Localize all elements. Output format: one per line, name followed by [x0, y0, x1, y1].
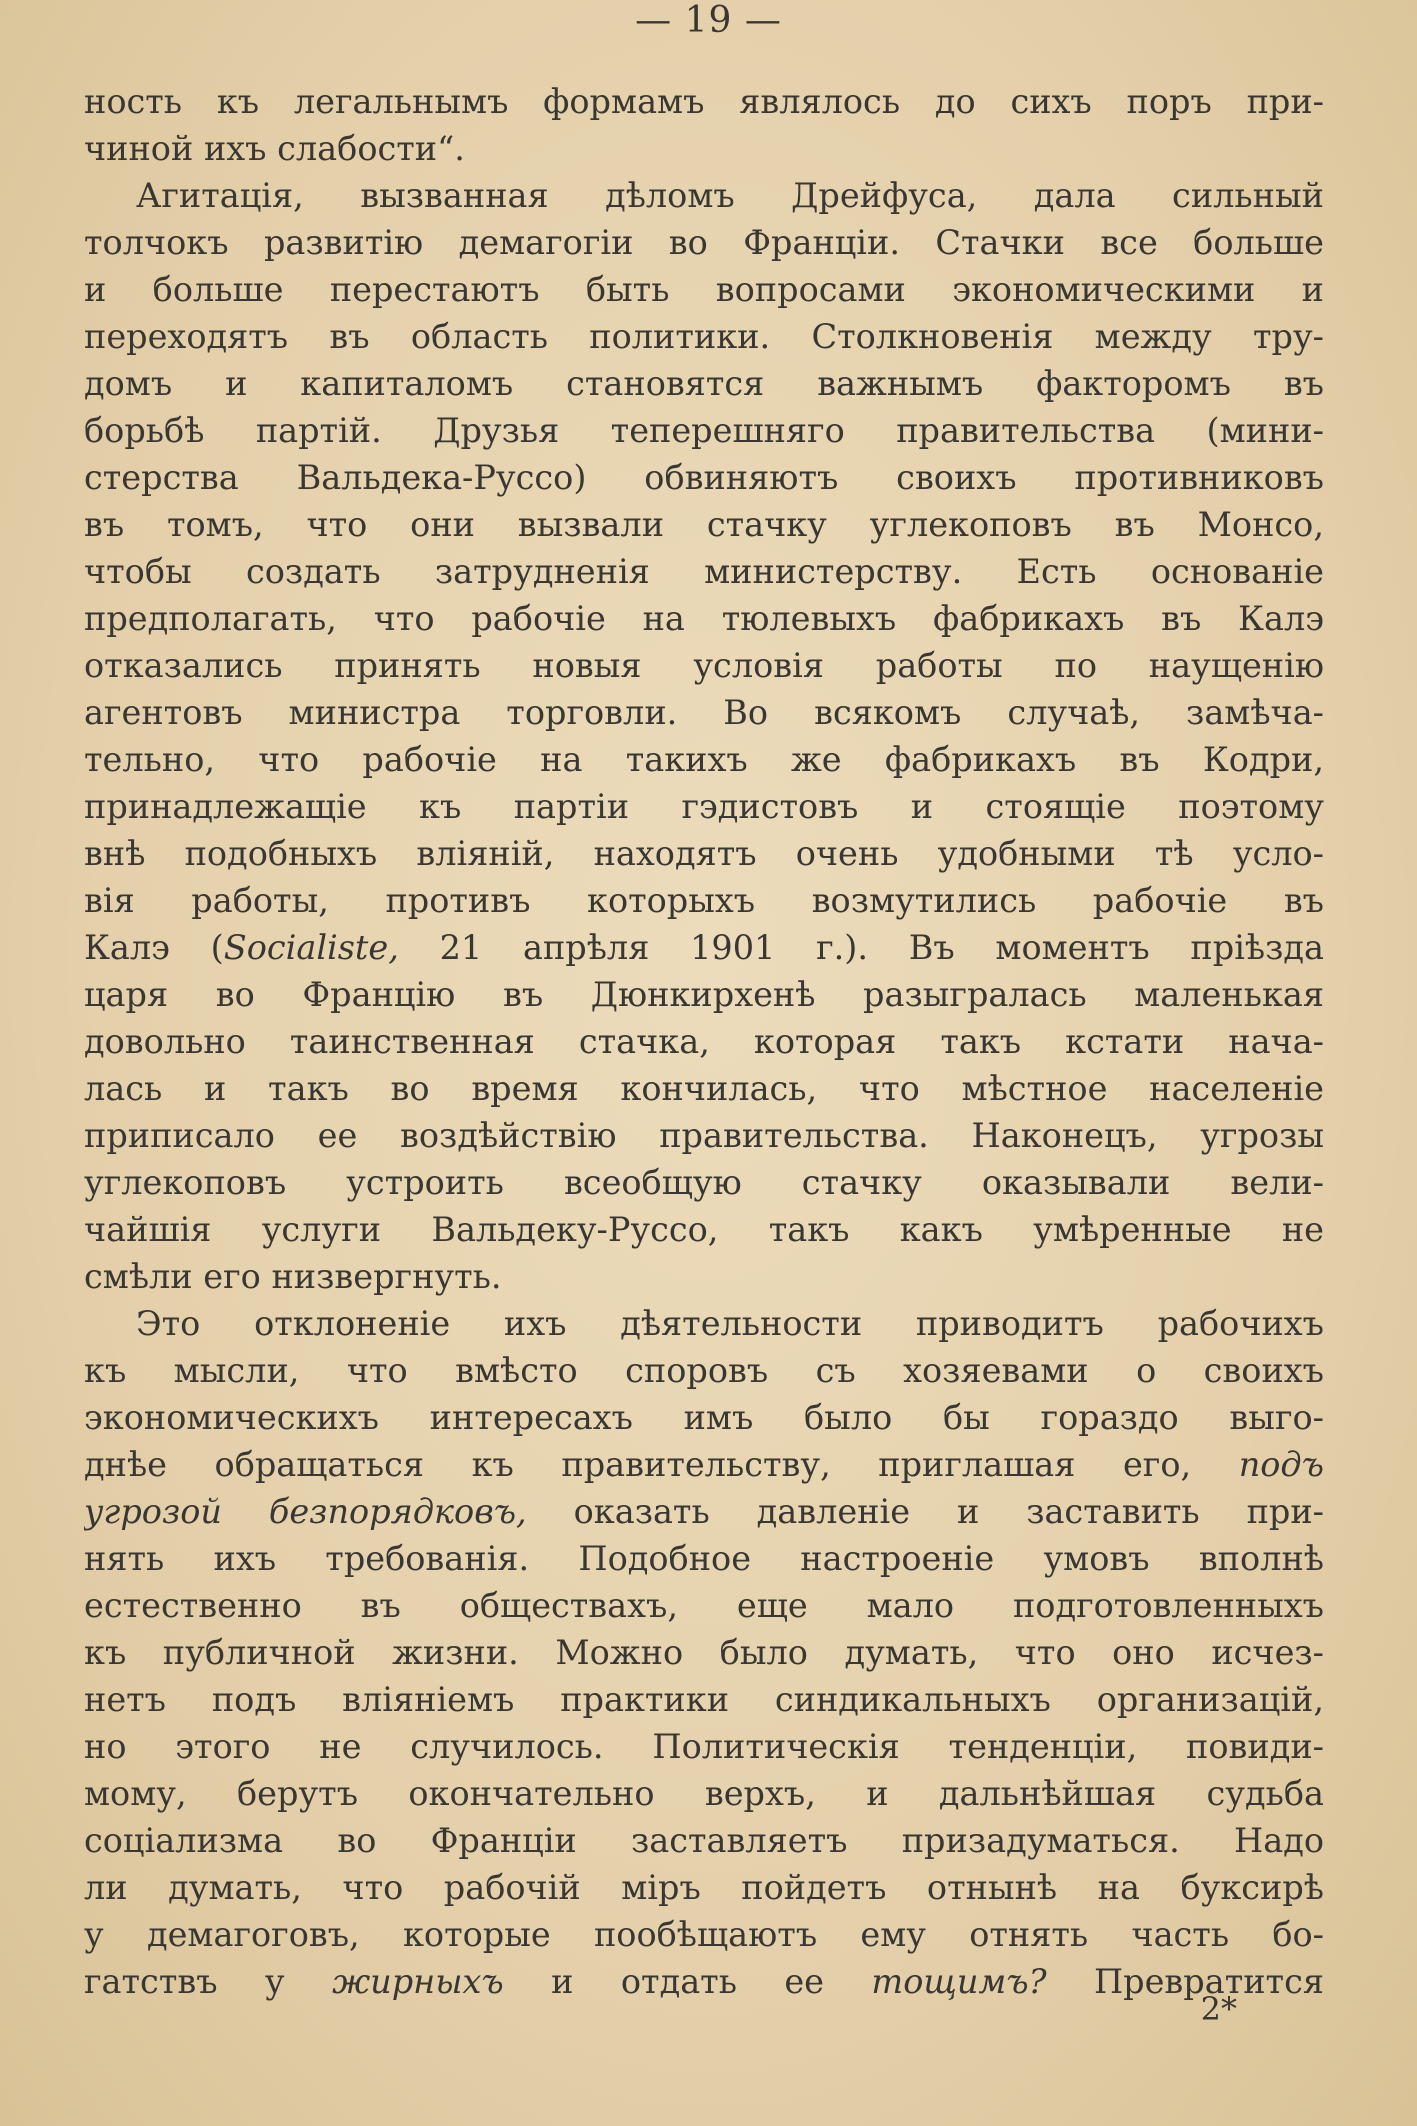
text-segment: 21 апрѣля 1901 г.). Въ моментъ пріѣзда: [398, 928, 1324, 967]
text-line: [84, 125, 1324, 172]
text-line: [84, 501, 1324, 548]
text-line: [84, 783, 1324, 830]
text-segment: внѣ подобныхъ вліяній, находятъ очень удобными тѣ усло-: [84, 834, 1324, 873]
text-line: [84, 1159, 1324, 1206]
text-segment: мому, берутъ окончательно верхъ, и дальнѣйшая судьба: [84, 1774, 1324, 1813]
text-line: [84, 78, 1324, 125]
text-segment: лась и такъ во время кончилась, что мѣстное населеніе: [84, 1069, 1324, 1108]
text-segment: ность къ легальнымъ формамъ являлось до сихъ поръ при-: [84, 82, 1324, 121]
text-segment: къ публичной жизни. Можно было думать, что оно исчез-: [84, 1633, 1324, 1672]
text-line: [84, 595, 1324, 642]
text-line: [84, 1629, 1324, 1676]
text-line: [84, 172, 1324, 219]
text-segment: толчокъ развитію демагогіи во Франціи. Стачки все больше: [84, 223, 1324, 262]
text-line: [84, 642, 1324, 689]
italic-text: угрозой безпорядковъ,: [84, 1492, 527, 1531]
text-segment: чтобы создать затрудненія министерству. Есть основаніе: [84, 552, 1324, 591]
text-line: [84, 1394, 1324, 1441]
text-line: [84, 1535, 1324, 1582]
text-line: [84, 1582, 1324, 1629]
text-segment: ли думать, что рабочій міръ пойдетъ отнынѣ на буксирѣ: [84, 1868, 1324, 1907]
page-number: — 19 —: [635, 0, 782, 41]
text-segment: отказались принять новыя условія работы по наущенію: [84, 646, 1324, 685]
text-line: [84, 1488, 1324, 1535]
text-segment: принадлежащіе къ партіи гэдистовъ и стоящіе поэтому: [84, 787, 1324, 826]
text-segment: у демагоговъ, которые пообѣщаютъ ему отнять часть бо-: [84, 1915, 1324, 1954]
text-line: [84, 1864, 1324, 1911]
text-line: [84, 1958, 1324, 2005]
text-line: [84, 1770, 1324, 1817]
text-line: [84, 266, 1324, 313]
text-segment: Калэ (: [84, 928, 224, 967]
text-segment: довольно таинственная стачка, которая такъ кстати нача-: [84, 1022, 1324, 1061]
text-segment: Это отклоненіе ихъ дѣятельности приводитъ рабочихъ: [136, 1304, 1324, 1343]
text-line: [84, 1911, 1324, 1958]
text-line: [84, 1347, 1324, 1394]
text-segment: гатствъ у: [84, 1962, 333, 2001]
text-line: [84, 1441, 1324, 1488]
text-line: [84, 1206, 1324, 1253]
text-line: [84, 407, 1324, 454]
text-line: [84, 1253, 1324, 1300]
text-line: [84, 313, 1324, 360]
text-segment: смѣли его низвергнуть.: [84, 1257, 502, 1296]
text-segment: и отдать ее: [503, 1962, 872, 2001]
italic-text: жирныхъ: [332, 1962, 504, 2001]
text-segment: переходятъ въ область политики. Столкновенія между тру-: [84, 317, 1324, 356]
text-line: [84, 360, 1324, 407]
text-line: [84, 924, 1324, 971]
italic-text: тощимъ?: [871, 1962, 1047, 2001]
text-line: [84, 219, 1324, 266]
signature-mark: 2*: [1200, 1990, 1237, 2028]
text-segment: агентовъ министра торговли. Во всякомъ случаѣ, замѣча-: [84, 693, 1324, 732]
text-segment: днѣе обращаться къ правительству, приглашая его,: [84, 1445, 1239, 1484]
text-segment: но этого не случилось. Политическія тенденціи, повиди-: [84, 1727, 1324, 1766]
text-line: [84, 830, 1324, 877]
text-segment: вія работы, противъ которыхъ возмутились рабочіе въ: [84, 881, 1324, 920]
text-segment: царя во Францію въ Дюнкирхенѣ разыгралась маленькая: [84, 975, 1324, 1014]
text-line: [84, 1112, 1324, 1159]
text-line: [84, 1018, 1324, 1065]
text-segment: Превратится: [1046, 1962, 1324, 2001]
text-segment: и больше перестаютъ быть вопросами экономическими и: [84, 270, 1324, 309]
text-line: [84, 1817, 1324, 1864]
body-text: [84, 78, 1324, 2005]
text-segment: оказать давленіе и заставить при-: [526, 1492, 1324, 1531]
text-segment: нетъ подъ вліяніемъ практики синдикальныхъ организацій,: [84, 1680, 1324, 1719]
text-segment: въ томъ, что они вызвали стачку углекоповъ въ Монсо,: [84, 505, 1324, 544]
text-line: [84, 454, 1324, 501]
text-line: [84, 548, 1324, 595]
text-line: [84, 736, 1324, 783]
italic-text: подъ: [1238, 1445, 1324, 1484]
text-segment: экономическихъ интересахъ имъ было бы гораздо выго-: [84, 1398, 1324, 1437]
text-segment: чайшія услуги Вальдеку-Руссо, такъ какъ умѣренные не: [84, 1210, 1324, 1249]
text-line: [84, 1300, 1324, 1347]
text-line: [84, 1065, 1324, 1112]
text-line: [84, 971, 1324, 1018]
italic-text: Socialiste,: [223, 928, 399, 967]
text-segment: тельно, что рабочіе на такихъ же фабрикахъ въ Кодри,: [84, 740, 1324, 779]
text-line: [84, 1723, 1324, 1770]
text-segment: соціализма во Франціи заставляетъ призадуматься. Надо: [84, 1821, 1324, 1860]
text-segment: чиной ихъ слабости“.: [84, 129, 465, 168]
text-segment: естественно въ обществахъ, еще мало подготовленныхъ: [84, 1586, 1324, 1625]
text-line: [84, 689, 1324, 736]
text-segment: предполагать, что рабочіе на тюлевыхъ фабрикахъ въ Калэ: [84, 599, 1324, 638]
text-line: [84, 877, 1324, 924]
text-line: [84, 1676, 1324, 1723]
text-segment: стерства Вальдека-Руссо) обвиняютъ своихъ противниковъ: [84, 458, 1324, 497]
text-segment: къ мысли, что вмѣсто споровъ съ хозяевами о своихъ: [84, 1351, 1324, 1390]
text-segment: нять ихъ требованія. Подобное настроеніе умовъ вполнѣ: [84, 1539, 1324, 1578]
text-segment: углекоповъ устроить всеобщую стачку оказывали вели-: [84, 1163, 1324, 1202]
text-segment: борьбѣ партій. Друзья теперешняго правительства (мини-: [84, 411, 1324, 450]
text-segment: домъ и капиталомъ становятся важнымъ факторомъ въ: [84, 364, 1324, 403]
text-segment: приписало ее воздѣйствію правительства. Наконецъ, угрозы: [84, 1116, 1324, 1155]
text-segment: Агитація, вызванная дѣломъ Дрейфуса, дала сильный: [136, 176, 1324, 215]
